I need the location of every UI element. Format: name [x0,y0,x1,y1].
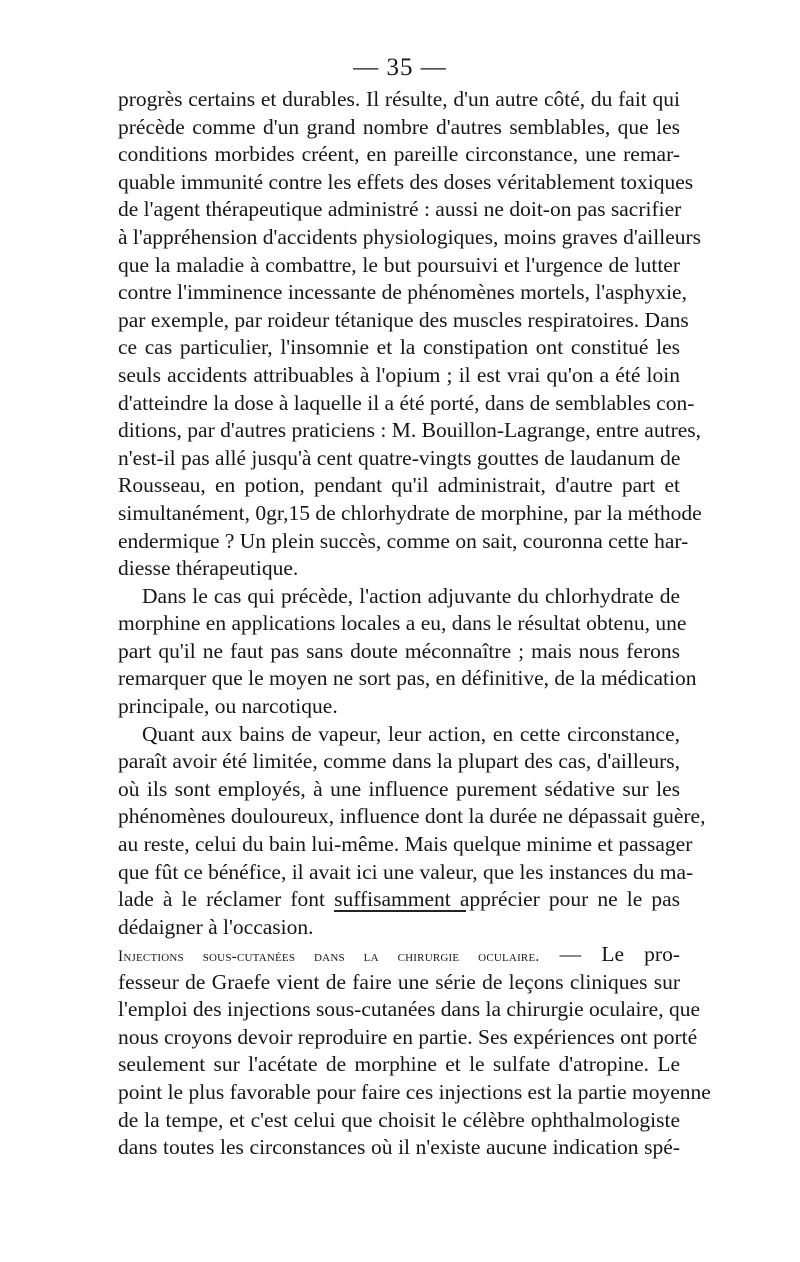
text-line: que la maladie à combattre, le but poursuivi et l'urgence de lutter [118,252,680,277]
text-line: remarquer que le moyen ne sort pas, en définitive, de la médication [118,666,697,691]
text-line: morphine en applications locales a eu, dans le résultat obtenu, une [118,611,687,636]
text-line: seulement sur l'acétate de morphine et le sulfate d'atropine. Le [118,1052,680,1077]
text-line: endermique ? Un plein succès, comme on sait, couronna cette har- [118,528,689,553]
text-line: ce cas particulier, l'insomnie et la constipation ont constitué les [118,335,680,360]
text-line: par exemple, par roideur tétanique des muscles respiratoires. Dans [118,307,689,332]
text-line: progrès certains et durables. Il résulte, d'un autre côté, du fait qui [118,87,680,111]
text-line: principale, ou narcotique. [118,694,338,719]
text-line: part qu'il ne faut pas sans doute méconnaître ; mais nous ferons [118,638,680,663]
text-line: d'atteindre la dose à laquelle il a été porté, dans de semblables con- [118,390,695,415]
text-line: seuls accidents attribuables à l'opium ; il est vrai qu'on a été loin [118,362,680,387]
text-line: où ils sont employés, à une influence purement sédative sur les [118,776,680,801]
text-line: de la tempe, et c'est celui que choisit le célèbre ophthalmologiste [118,1107,680,1132]
text-line: contre l'imminence incessante de phénomènes mortels, l'asphyxie, [118,280,687,305]
text-line: que fût ce bénéfice, il avait ici une valeur, que les instances du ma- [118,859,694,884]
page-number: — 35 — [353,54,447,81]
text-line: l'emploi des injections sous-cutanées dans la chirurgie oculaire, que [118,997,701,1022]
text-line: au reste, celui du bain lui-même. Mais quelque minime et passager [118,832,693,857]
text-line: ditions, par d'autres praticiens : M. Bouillon-Lagrange, entre autres, [118,418,702,443]
section-divider [334,910,466,912]
text-line: phénomènes douloureux, influence dont la durée ne dépassait guère, [118,804,706,829]
body-text [118,86,706,941]
text-line: fesseur de Graefe vient de faire une série de leçons cliniques sur [118,969,680,994]
section-first-line [118,941,680,969]
text-line: dans toutes les circonstances où il n'existe aucune indication spé- [118,1135,680,1160]
text-line: paraît avoir été limitée, comme dans la plupart des cas, d'ailleurs, [118,749,680,774]
paragraph [118,583,697,721]
text-line: diesse thérapeutique. [118,556,299,581]
text-line: quable immunité contre les effets des doses véritablement toxiques [118,169,694,194]
text-line: Dans le cas qui précède, l'action adjuvante du chlorhydrate de [142,583,680,608]
paragraph [118,721,706,942]
text-line: Rousseau, en potion, pendant qu'il administrait, d'autre part et [118,473,680,498]
text-line: à l'appréhension d'accidents physiologiques, moins graves d'ailleurs [118,224,702,249]
text-line: dédaigner à l'occasion. [118,914,314,939]
text-line: nous croyons devoir reproduire en partie. Ses expériences ont porté [118,1024,698,1049]
text-line: précède comme d'un grand nombre d'autres semblables, que les [118,114,680,139]
text-line: de l'agent thérapeutique administré : aussi ne doit-on pas sacrifier [118,197,682,222]
text-line: simultanément, 0gr,15 de chlorhydrate de morphine, par la méthode [118,500,702,525]
section-first-line-rest: Le pro- [601,942,681,966]
paragraph [118,86,702,583]
text-line: lade à le réclamer font suffisamment apprécier pour ne le pas [118,887,680,912]
section-heading-dash: — [539,942,602,966]
text-line: conditions morbides créent, en pareille circonstance, une remar- [118,142,680,167]
section-injections [118,941,711,1162]
text-line: Quant aux bains de vapeur, leur action, en cette circonstance, [142,721,680,746]
text-line: n'est-il pas allé jusqu'à cent quatre-vingts gouttes de laudanum de [118,445,681,470]
section-heading: Injections sous-cutanées dans la chirurgie oculaire. [118,948,540,965]
text-line: point le plus favorable pour faire ces injections est la partie moyenne [118,1079,711,1104]
